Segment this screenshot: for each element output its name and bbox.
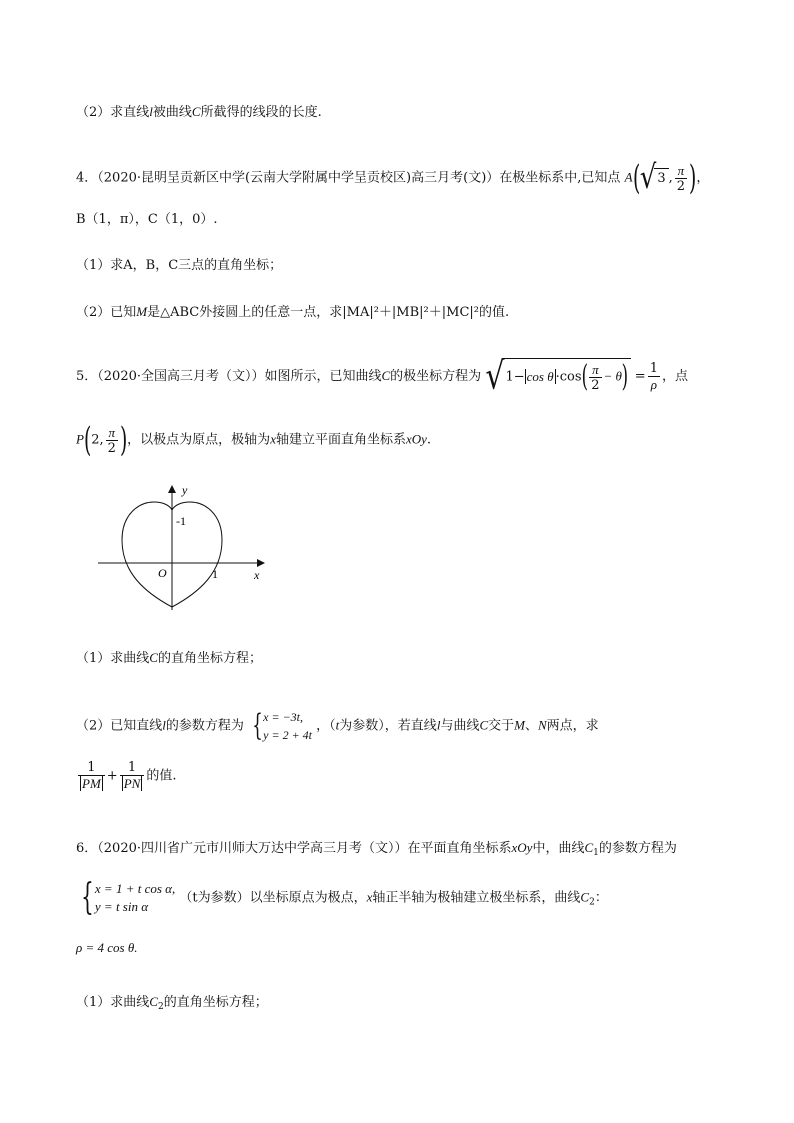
q6-part1: [76, 992, 268, 1017]
var-l: l: [149, 104, 153, 119]
sqrt3: √3: [640, 168, 669, 189]
point-P: P: [76, 431, 84, 447]
fraction-1-rho: $\frac{1}{\rho}$: [649, 361, 658, 392]
q5-header: [76, 354, 688, 399]
q5-part1: [76, 648, 262, 669]
text: 的极坐标方程为: [390, 369, 482, 384]
q5-point-P: P(2, $\frac{\pi}{2}$ )，以极点为原点，极轴为x轴建立平面直角坐标系xOy.: [76, 420, 432, 460]
tick-x-1: 1: [212, 567, 218, 581]
text: ：: [594, 890, 608, 906]
text: 交于: [488, 718, 515, 734]
text: 两点，求: [546, 718, 599, 734]
var-l: l: [162, 717, 166, 733]
q6-polar-equation: ρ = 4 cos θ.: [76, 940, 138, 955]
text: （1）求曲线: [76, 995, 150, 1010]
q3-part2: [76, 102, 322, 123]
origin-label: O: [158, 566, 167, 580]
text: 的值.: [146, 768, 177, 784]
text: 的参数方程为: [598, 841, 677, 856]
var-C: C: [479, 717, 489, 733]
var-C: C: [381, 368, 391, 383]
var-x: x: [366, 889, 373, 905]
polar-equation-sqrt: √1− cos θ ·cos( $\frac{\pi}{2}$ − θ): [485, 358, 630, 395]
text: 为参数），若直线: [339, 718, 437, 734]
y-axis-label: y: [182, 483, 188, 497]
text: 轴建立平面直角坐标系: [275, 432, 406, 448]
text: 2,: [91, 432, 104, 448]
text: 被曲线: [152, 105, 192, 120]
fraction-pi-2: $\frac{\pi}{2}$: [676, 162, 686, 194]
point-A: A: [624, 169, 633, 185]
text: 中，曲线: [532, 841, 585, 856]
text: 轴正半轴为极轴建立极坐标系，曲线: [372, 890, 581, 906]
param-equation-system: { x = 1 + t cos α, y = t sin α: [81, 877, 176, 918]
x-axis-label: x: [254, 568, 260, 582]
fraction-1-PN: $\frac{1}{PN}$: [120, 760, 145, 792]
var-C1: C: [584, 840, 594, 855]
var-C2: C: [149, 994, 158, 1009]
q5-part2: [76, 708, 599, 744]
fraction-pi-2: $\frac{\pi}{2}$: [107, 424, 116, 456]
question-header: 6．（2020·四川省广元市川师大万达中学高三月考（文））在平面直角坐标系: [76, 841, 512, 856]
text: （2）已知直线: [76, 718, 163, 734]
q4-header: [76, 160, 709, 196]
subscript: 2: [589, 897, 595, 908]
text: 的参数方程为: [165, 718, 244, 734]
text: 与曲线: [440, 718, 480, 734]
question-header: 4．（2020·昆明呈贡新区中学(云南大学附属中学呈贡校区)高三月考(文)）在极坐标系中,已知点: [76, 170, 621, 186]
param-equation-system: { x = −3t, y = 2 + 4t: [252, 708, 313, 743]
q6-param-line: [76, 877, 608, 918]
text: （2）求直线: [76, 105, 150, 120]
text: ，点: [661, 369, 688, 384]
question-header: 5．（2020·全国高三月考（文））如图所示，已知曲线: [76, 369, 382, 384]
text: （1）求曲线: [76, 651, 150, 666]
paren-left: (: [632, 158, 640, 198]
point-M: M: [514, 717, 525, 733]
q6-header: [76, 838, 677, 863]
text: 的直角坐标方程；: [157, 651, 262, 666]
q4-points-BC: B（1，π），C（1，0）.: [76, 212, 218, 227]
var-t: t: [335, 717, 340, 733]
fraction-1-PM: $\frac{1}{PM}$: [78, 760, 105, 792]
text: （2）已知: [76, 305, 137, 320]
text: 是△ABC外接圆上的任意一点，求|MA|²＋|MB|²＋|MC|²的值.: [147, 305, 510, 320]
var-C2: C: [580, 889, 590, 905]
subscript: 2: [157, 1002, 164, 1012]
period: .: [426, 432, 432, 448]
var-M: M: [136, 304, 148, 319]
equals: =: [634, 369, 646, 384]
q4-part1: （1）求A，B，C三点的直角坐标；: [76, 258, 283, 273]
heart-curve-figure: [94, 482, 274, 622]
text: ，以极点为原点，极轴为: [127, 432, 271, 448]
text: 所截得的线段的长度.: [200, 105, 322, 120]
var-C: C: [149, 650, 158, 665]
q4-part2: [76, 302, 509, 323]
point-N: N: [538, 717, 547, 733]
var-xOy: xOy: [511, 840, 533, 855]
text: （t为参数）以坐标原点为极点，: [179, 890, 367, 906]
text: ，（: [316, 718, 336, 734]
plus: +: [106, 768, 118, 784]
comma: ,: [668, 170, 673, 186]
text: ，: [696, 170, 710, 186]
var-C: C: [191, 104, 201, 119]
var-l: l: [436, 717, 441, 733]
tick-y-1: -1: [176, 514, 186, 528]
subscript: 1: [593, 848, 599, 858]
var-x: x: [270, 431, 276, 447]
paren-right: ): [689, 158, 697, 198]
text: 、: [524, 718, 538, 734]
var-xOy: xOy: [405, 431, 427, 447]
q5-expression: [76, 760, 176, 792]
text: 的直角坐标方程；: [163, 995, 268, 1010]
